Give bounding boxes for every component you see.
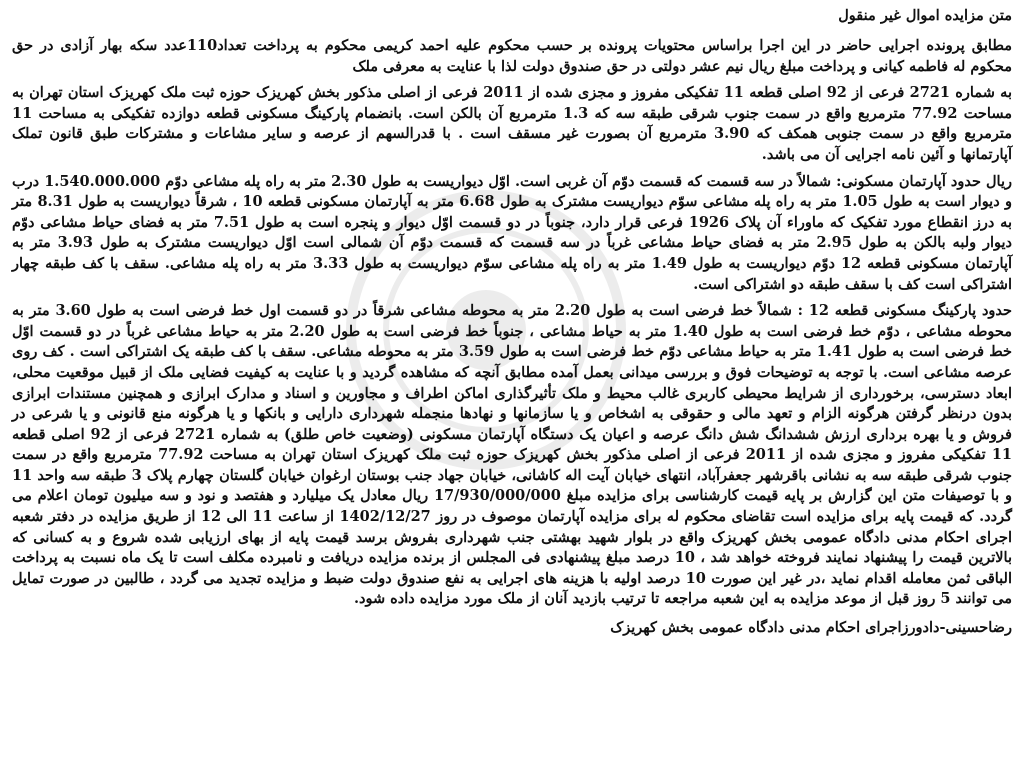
notice-title: متن مزایده اموال غیر منقول [838,7,1012,24]
paragraph-parking-and-auction: حدود پارکینگ مسکونی قطعه 12 : شمالاً خط فرضی است به طول 2.20 متر به محوطه مشاعی شرقاً در دو قسمت اول خط فرضی است به طول 3.60 متر به محوطه مشاعی ، دوّم خط فرضی است به طول 1.40 متر به حیاط مشاعی ، جنوباً خط فرضی است به طول 2.20 متر به حیاط مشاعی غرباً در دو قسمت اوّل خط فرضی است به طول 1.41 متر به حیاط مشاعی دوّم خط فرضی است به طول 3.59 متر به محوطه مشاعی. سقف با کف طبقه یک اشتراکی است . کف روی عرصه مشاعی است. با توجه به توضیحات فوق و بررسی میدانی بعمل آمده مطابق آنچه که مشاهده گردید و با عنایت به کیفیت فضایی ملک از قبیل موقعیت محلی، ابعاد دسترسی، برخورداری از شرایط محیطی کاربری غالب محیط و ملک تأثیرگذاری اماکن اطراف و مجاورین و اسناد و مدارک ابرازی و همچنین مستندات ابرازی بدون درنظر گرفتن هرگونه الزام و تعهد مالی و حقوقی به اشخاص و یا سازمانها و نهادها منجمله شهرداری دارایی و بانکها و یا هرگونه منع قانونی و یا شرعی در فروش و یا بهره برداری ارزش ششدانگ شش دانگ عرصه و اعیان یک دستگاه آپارتمان مسکونی (وضعیت خاص طلق) به شماره 2721 فرعی از 92 اصلی قطعه 11 تفکیکی مفروز و مجزی شده از 2011 فرعی از اصلی مذکور بخش کهریزک حوزه ثبت ملک کهریزک استان تهران به مساحت 77.92 مترمربع واقع در سمت جنوب شرقی طبقه سه به نشانی باقرشهر جعفرآباد، انتهای خیابان آیت اله کاشانی، خیابان جهاد جنب بوستان ارغوان خیابان گلستان چهارم پلاک 3 طبقه سه واحد 11 و با توصیفات متن این گزارش بر پایه قیمت کارشناسی برای مزایده مبلغ 17/930/000/000 ریال معادل یک میلیارد و هفتصد و نود و سه میلیون تومان اعلام می گردد. که قیمت پایه برای مزایده است تقاضای محکوم له برای مزایده آپارتمان موصوف در روز 1402/12/27 از ساعت 11 الی 12 از طریق مزایده در دفتر شعبه اجرای احکام مدنی دادگاه عمومی بخش کهریزک واقع در بلوار شهید بهشتی جنب شهرداری بفروش برسد قیمت پایه از بهای ارزیابی شده شروع و به کسانی که بالاترین قیمت را پیشنهاد نمایند فروخته خواهد شد ، 10 درصد مبلغ پیشنهادی فی المجلس از برنده مزایده دریافت و نامبرده مکلف است تا یک ماه نسبت به پرداخت الباقی ثمن معامله اقدام نماید ،در غیر این صورت 10 درصد اولیه با هزینه های اجرایی به نفع صندوق دولت ضبط و مزایده تجدید می گردد ، طالبین در صورت تمایل می توانند 5 روز قبل از موعد مزایده به این شعبه مراجعه تا ترتیب بازدید آنان از ملک مورد مزایده داده شود. [12,302,1013,608]
signature: رضاحسینی-دادورزاجرای احکام مدنی دادگاه عمومی بخش کهریزک [610,619,1012,637]
paragraph-property: به شماره 2721 فرعی از 92 اصلی قطعه 11 تفکیکی مفروز و مجزی شده از 2011 فرعی از اصلی مذکور بخش کهریزک حوزه ثبت ملک کهریزک استان تهران به مساحت 77.92 مترمربع واقع در سمت جنوب شرقی طبقه سه که 1.3 مترمربع آن بالکن است. بانضمام پارکینگ مسکونی قطعه دوازده تفکیکی به مساحت 11 مترمربع واقع در سمت جنوبی همکف که 3.90 مترمربع آن بصورت غیر مسقف است . با قدرالسهم از عرصه و سایر مشاعات و مشترکات طبق قانون تملک آپارتمانها و آئین نامه اجرایی آن می باشد. [12,84,1013,163]
paragraph-apartment-bounds: ریال حدود آپارتمان مسکونی: شمالاً در سه قسمت که قسمت دوّم آن غربی است. اوّل دیواریست به طول 2.30 متر به راه پله مشاعی دوّم 1.540.000.000 درب و دیوار است به طول 1.05 متر به راه پله مشاعی سوّم دیواریست مشترک به طول 6.68 متر به آپارتمان مسکونی قطعه 10 ، شرقاً دیواریست به طول 8.31 متر به درز انقطاع مورد تفکیک که ماوراء آن پلاک 1926 فرعی قرار دارد، جنوباً در دو قسمت اوّل دیوار و پنجره است به طول 7.51 متر به فضای حیاط مشاعی دوّم دیوار ولبه بالکن به طول 2.95 متر به فضای حیاط مشاعی غرباً در سه قسمت که قسمت دوّم آن شمالی است اوّل دیواریست مشترک به طول 3.93 متر به آپارتمان مسکونی قطعه 12 دوّم دیواریست به طول 1.49 متر به راه پله مشاعی سوّم دیواریست به طول 3.33 متر به راه پله مشاعی. سقف با کف طبقه چهار اشتراکی است کف با سقف طبقه دو اشتراکی است. [12,172,1013,293]
paragraph-intro: مطابق پرونده اجرایی حاضر در این اجرا براساس محتویات پرونده بر حسب محکوم علیه احمد کریمی محکوم به پرداخت تعداد110عدد سکه بهار آزادی در حق محکوم له فاطمه کیانی و پرداخت مبلغ ریال نیم عشر دولتی در حق صندوق دولت لذا با عنایت به معرفی ملک [12,37,1012,75]
auction-notice [6,0,1018,770]
